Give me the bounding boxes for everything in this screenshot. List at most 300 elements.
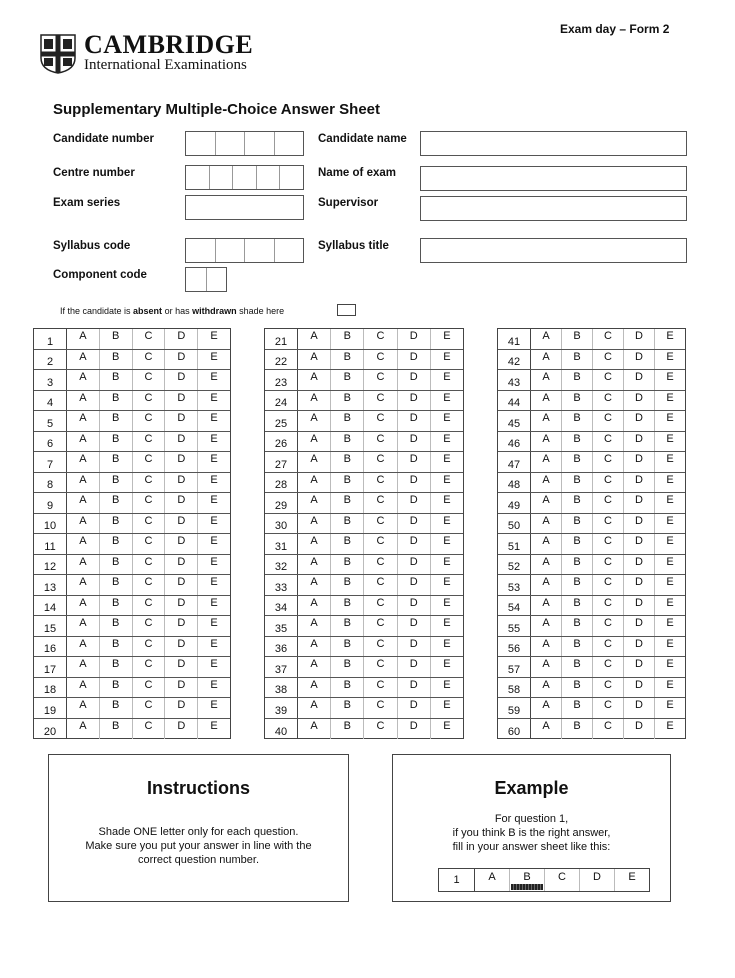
answer-option-b[interactable]: B	[562, 411, 593, 431]
answer-option-a[interactable]: A	[531, 596, 562, 616]
answer-option-a[interactable]: A	[67, 698, 100, 718]
answer-option-b[interactable]: B	[100, 657, 133, 677]
answer-option-e[interactable]: E	[210, 719, 218, 732]
answer-option-b[interactable]: B	[331, 657, 364, 677]
answer-option-a[interactable]: A	[531, 350, 562, 370]
answer-option-b[interactable]: B	[562, 514, 593, 534]
answer-option-c[interactable]: C	[593, 555, 624, 575]
answer-option-d[interactable]: D	[165, 719, 198, 740]
answer-option-b[interactable]: B	[100, 616, 133, 636]
answer-option-b[interactable]: B	[100, 596, 133, 616]
answer-option-e[interactable]: E	[666, 494, 674, 506]
answer-option-e[interactable]: E	[666, 350, 674, 363]
answer-option-c[interactable]: C	[364, 657, 397, 677]
answer-option-a[interactable]: A	[298, 350, 331, 370]
answer-option-d[interactable]: D	[165, 616, 198, 636]
answer-option-a[interactable]: A	[531, 678, 562, 698]
answer-option-a[interactable]: A	[67, 493, 100, 513]
answer-option-b[interactable]: B	[100, 678, 133, 698]
answer-option-b[interactable]: B	[100, 370, 133, 390]
answer-option-e[interactable]: E	[666, 555, 674, 568]
answer-option-c[interactable]: C	[364, 329, 397, 349]
answer-option-e[interactable]: E	[210, 371, 218, 383]
answer-option-a[interactable]: A	[531, 391, 562, 411]
answer-option-e[interactable]: E	[666, 637, 674, 650]
answer-option-b[interactable]: B	[331, 370, 364, 390]
answer-option-b[interactable]: B	[562, 698, 593, 718]
answer-option-c[interactable]: C	[364, 452, 397, 472]
answer-option-d[interactable]: D	[165, 637, 198, 657]
answer-option-d[interactable]: D	[624, 432, 655, 452]
answer-option-b[interactable]: B	[100, 575, 133, 595]
answer-option-e[interactable]: E	[210, 514, 218, 527]
answer-option-e[interactable]: E	[666, 514, 674, 527]
answer-option-d[interactable]: D	[398, 616, 431, 636]
answer-option-e[interactable]: E	[666, 453, 674, 465]
answer-option-c[interactable]: C	[593, 350, 624, 370]
answer-option-d[interactable]: D	[398, 432, 431, 452]
answer-option-d[interactable]: D	[398, 411, 431, 431]
answer-option-a[interactable]: A	[531, 473, 562, 493]
answer-option-b[interactable]: B	[100, 514, 133, 534]
answer-option-e[interactable]: E	[666, 371, 674, 383]
answer-option-a[interactable]: A	[531, 555, 562, 575]
answer-option-b[interactable]: B	[100, 534, 133, 554]
answer-option-d[interactable]: D	[398, 370, 431, 390]
answer-option-a[interactable]: A	[67, 370, 100, 390]
answer-option-b[interactable]: B	[562, 637, 593, 657]
answer-option-a[interactable]: A	[298, 473, 331, 493]
answer-option-b[interactable]: B	[562, 657, 593, 677]
answer-option-c[interactable]: C	[593, 329, 624, 349]
answer-option-d[interactable]: D	[624, 596, 655, 616]
answer-option-e[interactable]: E	[443, 494, 451, 506]
answer-option-e[interactable]: E	[443, 637, 451, 650]
absent-shade-box[interactable]	[337, 304, 356, 316]
answer-option-b[interactable]: B	[562, 596, 593, 616]
answer-option-c[interactable]: C	[364, 616, 397, 636]
answer-option-a[interactable]: A	[298, 391, 331, 411]
answer-option-d[interactable]: D	[165, 514, 198, 534]
answer-option-d[interactable]: D	[398, 637, 431, 657]
answer-option-c[interactable]: C	[133, 637, 166, 657]
answer-option-d[interactable]: D	[398, 391, 431, 411]
answer-option-d[interactable]: D	[624, 678, 655, 698]
answer-option-a[interactable]: A	[298, 411, 331, 431]
answer-option-e[interactable]: E	[666, 473, 674, 486]
answer-option-b[interactable]: B	[331, 493, 364, 513]
answer-option-c[interactable]: C	[133, 350, 166, 370]
answer-option-d[interactable]: D	[165, 698, 198, 718]
answer-option-c[interactable]: C	[593, 391, 624, 411]
answer-option-b[interactable]: B	[100, 329, 133, 349]
answer-option-a[interactable]: A	[531, 493, 562, 513]
answer-option-c[interactable]: C	[133, 719, 166, 740]
answer-option-a[interactable]: A	[298, 493, 331, 513]
answer-option-b[interactable]: B	[331, 596, 364, 616]
answer-option-b[interactable]: B	[100, 411, 133, 431]
answer-option-d[interactable]: D	[624, 719, 655, 740]
answer-option-d[interactable]: D	[398, 350, 431, 370]
answer-option-d[interactable]: D	[624, 534, 655, 554]
answer-option-e[interactable]: E	[443, 391, 451, 404]
answer-option-a[interactable]: A	[531, 637, 562, 657]
answer-option-c[interactable]: C	[133, 555, 166, 575]
answer-option-d[interactable]: D	[624, 370, 655, 390]
answer-option-b[interactable]: B	[100, 555, 133, 575]
centre-number-field[interactable]	[185, 165, 304, 190]
answer-option-b[interactable]: B	[562, 452, 593, 472]
answer-option-b[interactable]: B	[562, 391, 593, 411]
answer-option-b[interactable]: B	[331, 678, 364, 698]
answer-option-b[interactable]: B	[331, 575, 364, 595]
answer-option-d[interactable]: D	[624, 391, 655, 411]
answer-option-d[interactable]: D	[165, 493, 198, 513]
answer-option-c[interactable]: C	[593, 473, 624, 493]
answer-option-c[interactable]: C	[364, 350, 397, 370]
answer-option-d[interactable]: D	[165, 329, 198, 349]
answer-option-a[interactable]: A	[298, 432, 331, 452]
answer-option-e[interactable]: E	[210, 391, 218, 404]
answer-option-c[interactable]: C	[593, 596, 624, 616]
answer-option-b[interactable]: B	[331, 555, 364, 575]
answer-option-a[interactable]: A	[67, 719, 100, 740]
answer-option-d[interactable]: D	[398, 596, 431, 616]
answer-option-d[interactable]: D	[165, 678, 198, 698]
answer-option-a[interactable]: A	[531, 452, 562, 472]
answer-option-a[interactable]: A	[531, 616, 562, 636]
answer-option-e[interactable]: E	[443, 596, 451, 609]
answer-option-c[interactable]: C	[593, 432, 624, 452]
answer-option-d[interactable]: D	[398, 534, 431, 554]
answer-option-e[interactable]: E	[210, 637, 218, 650]
answer-option-a[interactable]: A	[531, 329, 562, 349]
answer-option-b[interactable]: B	[562, 534, 593, 554]
answer-option-d[interactable]: D	[624, 698, 655, 718]
answer-option-a[interactable]: A	[67, 452, 100, 472]
answer-option-d[interactable]: D	[165, 596, 198, 616]
answer-option-e[interactable]: E	[666, 596, 674, 609]
answer-option-d[interactable]: D	[398, 493, 431, 513]
answer-option-c[interactable]: C	[364, 719, 397, 740]
answer-option-b[interactable]: B	[331, 534, 364, 554]
answer-option-d[interactable]: D	[165, 391, 198, 411]
answer-option-e[interactable]: E	[666, 576, 674, 588]
answer-option-a[interactable]: A	[67, 514, 100, 534]
answer-option-e[interactable]: E	[210, 350, 218, 363]
answer-option-e[interactable]: E	[210, 473, 218, 486]
answer-option-e[interactable]: E	[210, 678, 218, 691]
answer-option-c[interactable]: C	[364, 555, 397, 575]
answer-option-e[interactable]: E	[666, 617, 674, 629]
answer-option-c[interactable]: C	[133, 493, 166, 513]
answer-option-d[interactable]: D	[165, 657, 198, 677]
answer-option-b[interactable]: B	[100, 452, 133, 472]
answer-option-c[interactable]: C	[133, 698, 166, 718]
answer-option-d[interactable]: D	[624, 616, 655, 636]
answer-option-e[interactable]: E	[210, 555, 218, 568]
answer-option-c[interactable]: C	[133, 514, 166, 534]
answer-option-b[interactable]: B	[562, 370, 593, 390]
answer-option-e[interactable]: E	[443, 432, 451, 445]
answer-option-e[interactable]: E	[443, 453, 451, 465]
answer-option-e[interactable]: E	[210, 658, 218, 670]
answer-option-a[interactable]: A	[298, 329, 331, 349]
answer-option-b[interactable]: B	[331, 719, 364, 740]
answer-option-c[interactable]: C	[364, 596, 397, 616]
answer-option-b[interactable]: B	[331, 514, 364, 534]
answer-option-a[interactable]: A	[531, 719, 562, 740]
answer-option-b[interactable]: B	[100, 473, 133, 493]
answer-option-c[interactable]: C	[133, 575, 166, 595]
answer-option-d[interactable]: D	[165, 534, 198, 554]
answer-option-b[interactable]: B	[100, 493, 133, 513]
answer-option-c[interactable]: C	[593, 514, 624, 534]
answer-option-d[interactable]: D	[624, 452, 655, 472]
answer-option-a[interactable]: A	[298, 596, 331, 616]
answer-option-d[interactable]: D	[624, 637, 655, 657]
answer-option-d[interactable]: D	[165, 452, 198, 472]
answer-option-e[interactable]: E	[210, 576, 218, 588]
answer-option-d[interactable]: D	[398, 452, 431, 472]
answer-option-a[interactable]: A	[531, 657, 562, 677]
answer-option-e[interactable]: E	[666, 535, 674, 547]
answer-option-d[interactable]: D	[398, 329, 431, 349]
answer-option-a[interactable]: A	[531, 575, 562, 595]
answer-option-e[interactable]: E	[210, 494, 218, 506]
answer-option-b[interactable]: B	[562, 350, 593, 370]
answer-option-a[interactable]: A	[67, 473, 100, 493]
answer-option-a[interactable]: A	[67, 657, 100, 677]
answer-option-d[interactable]: D	[624, 514, 655, 534]
answer-option-a[interactable]: A	[67, 616, 100, 636]
answer-option-a[interactable]: A	[67, 391, 100, 411]
answer-option-b[interactable]: B	[100, 391, 133, 411]
answer-option-b[interactable]: B	[100, 432, 133, 452]
answer-option-d[interactable]: D	[165, 555, 198, 575]
answer-option-b[interactable]: B	[331, 637, 364, 657]
answer-option-c[interactable]: C	[593, 452, 624, 472]
answer-option-e[interactable]: E	[443, 617, 451, 629]
answer-option-a[interactable]: A	[67, 637, 100, 657]
answer-option-c[interactable]: C	[593, 370, 624, 390]
answer-option-a[interactable]: A	[531, 370, 562, 390]
answer-option-c[interactable]: C	[364, 678, 397, 698]
answer-option-a[interactable]: A	[298, 719, 331, 740]
answer-option-d[interactable]: D	[624, 329, 655, 349]
answer-option-d[interactable]: D	[398, 575, 431, 595]
answer-option-e[interactable]: E	[443, 699, 451, 711]
answer-option-e[interactable]: E	[210, 535, 218, 547]
answer-option-e[interactable]: E	[666, 412, 674, 424]
answer-option-c[interactable]: C	[133, 391, 166, 411]
answer-option-e[interactable]: E	[443, 719, 451, 732]
answer-option-e[interactable]: E	[666, 391, 674, 404]
syllabus-code-field[interactable]	[185, 238, 304, 263]
answer-option-d[interactable]: D	[624, 575, 655, 595]
answer-option-a[interactable]: A	[298, 698, 331, 718]
answer-option-c[interactable]: C	[133, 432, 166, 452]
answer-option-c[interactable]: C	[364, 575, 397, 595]
answer-option-a[interactable]: A	[67, 575, 100, 595]
answer-option-e[interactable]: E	[443, 576, 451, 588]
answer-option-b[interactable]: B	[331, 391, 364, 411]
answer-option-c[interactable]: C	[364, 432, 397, 452]
answer-option-e[interactable]: E	[210, 617, 218, 629]
answer-option-e[interactable]: E	[210, 596, 218, 609]
answer-option-a[interactable]: A	[67, 411, 100, 431]
answer-option-c[interactable]: C	[133, 329, 166, 349]
exam-series-field[interactable]	[185, 195, 304, 220]
answer-option-c[interactable]: C	[133, 473, 166, 493]
answer-option-b[interactable]: B	[562, 719, 593, 740]
answer-option-d[interactable]: D	[165, 432, 198, 452]
answer-option-e[interactable]: E	[666, 719, 674, 732]
answer-option-a[interactable]: A	[67, 678, 100, 698]
answer-option-d[interactable]: D	[398, 698, 431, 718]
answer-option-a[interactable]: A	[531, 514, 562, 534]
answer-option-b[interactable]: B	[331, 350, 364, 370]
answer-option-b[interactable]: B	[562, 616, 593, 636]
answer-option-b[interactable]: B	[100, 719, 133, 740]
answer-option-a[interactable]: A	[298, 534, 331, 554]
answer-option-b[interactable]: B	[100, 637, 133, 657]
answer-option-c[interactable]: C	[593, 616, 624, 636]
answer-option-e[interactable]: E	[666, 678, 674, 691]
component-code-field[interactable]	[185, 267, 227, 292]
answer-option-d[interactable]: D	[165, 473, 198, 493]
answer-option-c[interactable]: C	[364, 637, 397, 657]
answer-option-d[interactable]: D	[398, 514, 431, 534]
answer-option-b[interactable]: B	[331, 616, 364, 636]
answer-option-e[interactable]: E	[443, 658, 451, 670]
answer-option-c[interactable]: C	[593, 719, 624, 740]
answer-option-c[interactable]: C	[593, 678, 624, 698]
answer-option-a[interactable]: A	[298, 657, 331, 677]
answer-option-e[interactable]: E	[443, 514, 451, 527]
answer-option-c[interactable]: C	[593, 575, 624, 595]
answer-option-c[interactable]: C	[364, 370, 397, 390]
answer-option-c[interactable]: C	[364, 473, 397, 493]
answer-option-b[interactable]: B	[331, 329, 364, 349]
answer-option-d[interactable]: D	[624, 350, 655, 370]
answer-option-b[interactable]: B	[562, 575, 593, 595]
answer-option-c[interactable]: C	[364, 391, 397, 411]
answer-option-a[interactable]: A	[67, 596, 100, 616]
answer-option-d[interactable]: D	[624, 473, 655, 493]
answer-option-b[interactable]: B	[100, 350, 133, 370]
answer-option-b[interactable]: B	[331, 452, 364, 472]
answer-option-e[interactable]: E	[443, 350, 451, 363]
answer-option-e[interactable]: E	[443, 371, 451, 383]
answer-option-b[interactable]: B	[562, 432, 593, 452]
answer-option-e[interactable]: E	[443, 555, 451, 568]
answer-option-a[interactable]: A	[298, 555, 331, 575]
answer-option-a[interactable]: A	[298, 678, 331, 698]
answer-option-c[interactable]: C	[133, 534, 166, 554]
answer-option-a[interactable]: A	[531, 411, 562, 431]
answer-option-d[interactable]: D	[398, 473, 431, 493]
answer-option-e[interactable]: E	[443, 678, 451, 691]
answer-option-d[interactable]: D	[165, 575, 198, 595]
answer-option-d[interactable]: D	[165, 350, 198, 370]
answer-option-d[interactable]: D	[398, 678, 431, 698]
answer-option-a[interactable]: A	[67, 432, 100, 452]
answer-option-d[interactable]: D	[398, 555, 431, 575]
answer-option-d[interactable]: D	[624, 657, 655, 677]
name-of-exam-field[interactable]	[420, 166, 687, 191]
answer-option-c[interactable]: C	[364, 514, 397, 534]
answer-option-a[interactable]: A	[67, 329, 100, 349]
answer-option-c[interactable]: C	[364, 493, 397, 513]
answer-option-c[interactable]: C	[364, 534, 397, 554]
answer-option-b[interactable]: B	[331, 411, 364, 431]
answer-option-d[interactable]: D	[624, 411, 655, 431]
answer-option-b[interactable]: B	[562, 473, 593, 493]
answer-option-c[interactable]: C	[133, 452, 166, 472]
answer-option-e[interactable]: E	[666, 658, 674, 670]
answer-option-a[interactable]: A	[298, 637, 331, 657]
answer-option-d[interactable]: D	[624, 555, 655, 575]
answer-option-b[interactable]: B	[562, 329, 593, 349]
answer-option-c[interactable]: C	[593, 411, 624, 431]
answer-option-c[interactable]: C	[133, 616, 166, 636]
answer-option-c[interactable]: C	[133, 370, 166, 390]
answer-option-e[interactable]: E	[210, 432, 218, 445]
answer-option-e[interactable]: E	[666, 699, 674, 711]
supervisor-field[interactable]	[420, 196, 687, 221]
answer-option-a[interactable]: A	[67, 555, 100, 575]
answer-option-b[interactable]: B	[331, 698, 364, 718]
answer-option-c[interactable]: C	[593, 698, 624, 718]
answer-option-c[interactable]: C	[593, 534, 624, 554]
answer-option-a[interactable]: A	[298, 616, 331, 636]
answer-option-c[interactable]: C	[364, 411, 397, 431]
answer-option-b[interactable]: B	[331, 432, 364, 452]
candidate-number-field[interactable]	[185, 131, 304, 156]
answer-option-a[interactable]: A	[531, 698, 562, 718]
answer-option-a[interactable]: A	[531, 432, 562, 452]
answer-option-d[interactable]: D	[165, 411, 198, 431]
candidate-name-field[interactable]	[420, 131, 687, 156]
answer-option-b[interactable]: B	[562, 493, 593, 513]
answer-option-a[interactable]: A	[67, 534, 100, 554]
answer-option-e[interactable]: E	[666, 330, 674, 342]
answer-option-d[interactable]: D	[624, 493, 655, 513]
answer-option-a[interactable]: A	[298, 452, 331, 472]
answer-option-e[interactable]: E	[443, 412, 451, 424]
answer-option-c[interactable]: C	[364, 698, 397, 718]
answer-option-c[interactable]: C	[593, 493, 624, 513]
answer-option-b[interactable]: B	[100, 698, 133, 718]
answer-option-c[interactable]: C	[593, 657, 624, 677]
answer-option-a[interactable]: A	[531, 534, 562, 554]
answer-option-c[interactable]: C	[133, 678, 166, 698]
answer-option-b[interactable]: B	[562, 678, 593, 698]
answer-option-a[interactable]: A	[298, 514, 331, 534]
answer-option-b[interactable]: B	[331, 473, 364, 493]
answer-option-e[interactable]: E	[210, 453, 218, 465]
answer-option-c[interactable]: C	[593, 637, 624, 657]
answer-option-e[interactable]: E	[443, 330, 451, 342]
answer-option-c[interactable]: C	[133, 596, 166, 616]
answer-option-c[interactable]: C	[133, 657, 166, 677]
answer-option-e[interactable]: E	[210, 412, 218, 424]
answer-option-d[interactable]: D	[165, 370, 198, 390]
answer-option-b[interactable]: B	[562, 555, 593, 575]
answer-option-d[interactable]: D	[398, 719, 431, 740]
answer-option-c[interactable]: C	[133, 411, 166, 431]
